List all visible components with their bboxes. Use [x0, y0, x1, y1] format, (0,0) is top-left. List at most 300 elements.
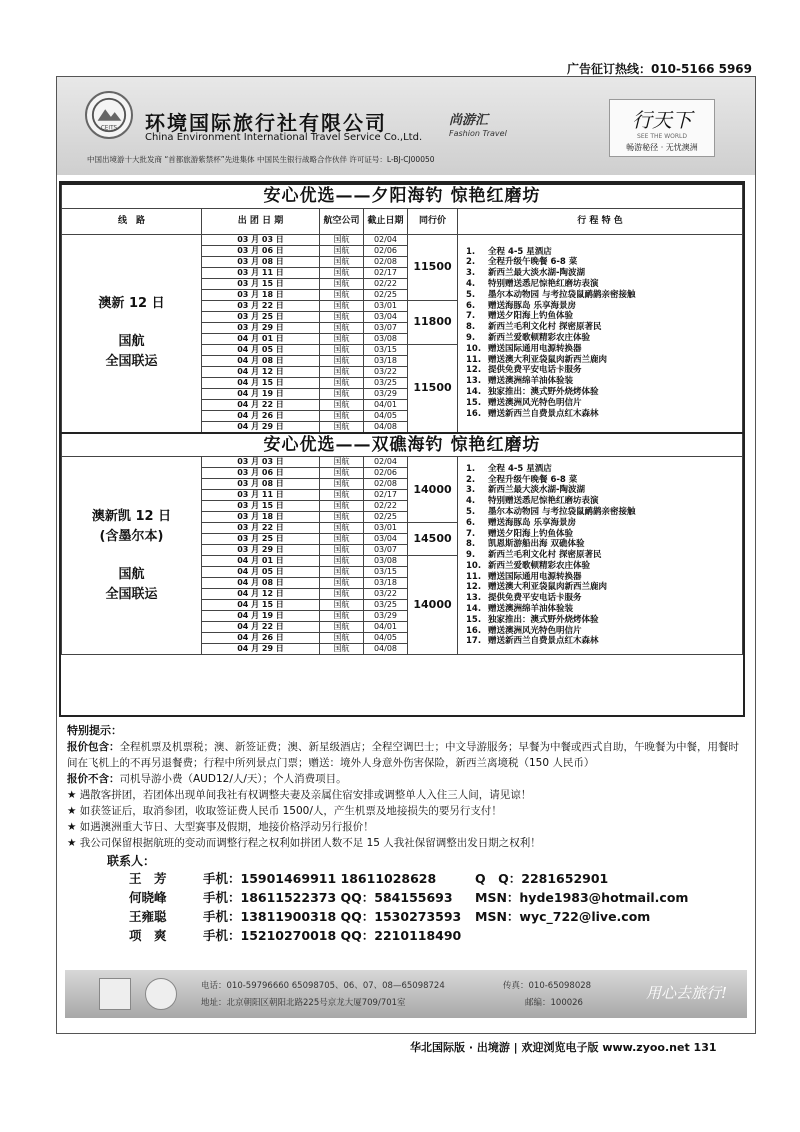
deadline: 03/08 — [364, 333, 408, 344]
section-title-row — [62, 433, 743, 457]
feature-number: 15. — [466, 397, 482, 408]
depart-date: 03 月 06 日 — [202, 245, 320, 256]
feature-item — [466, 475, 736, 486]
section-title: 安心优选——双礁海钓 惊艳红磨坊 — [62, 433, 743, 457]
feature-number: 4. — [466, 496, 476, 507]
deadline: 03/18 — [364, 355, 408, 366]
feature-text: 提供免费平安电话卡服务 — [488, 593, 582, 604]
feature-item — [466, 290, 736, 301]
feature-text: 赠送海豚岛 乐享海景房 — [488, 300, 576, 311]
depart-date: 03 月 03 日 — [202, 234, 320, 245]
airline: 国航 — [320, 256, 364, 267]
feature-item — [466, 561, 736, 572]
note-text: 如遇澳洲重大节日、大型赛事及假期，地接价格浮动另行报价！ — [79, 821, 374, 833]
route-line: (含墨尔本) — [99, 528, 164, 544]
contact-name: 何晓峰 — [129, 890, 167, 905]
header-deadline: 截止日期 — [364, 208, 408, 234]
note-item — [67, 787, 747, 803]
feature-text: 赠送澳大利亚袋鼠肉新西兰鹿肉 — [488, 354, 608, 365]
depart-date: 04 月 01 日 — [202, 556, 320, 567]
airline: 国航 — [320, 567, 364, 578]
feature-text: 赠送澳洲绵羊油体验装 — [488, 604, 574, 615]
deadline: 03/22 — [364, 366, 408, 377]
contact-im: Q Q：2281652901 — [475, 871, 609, 886]
deadline: 02/04 — [364, 457, 408, 468]
feature-number: 8. — [466, 322, 476, 333]
deadline: 04/01 — [364, 622, 408, 633]
tour-table — [61, 183, 743, 655]
feature-number: 16. — [466, 625, 482, 636]
feature-text: 提供免费平安电话卡服务 — [488, 365, 582, 376]
depart-date: 04 月 12 日 — [202, 589, 320, 600]
feature-number: 7. — [466, 528, 476, 539]
ad-hotline: 广告征订热线：010-5166 5969 — [566, 62, 752, 76]
deadline: 03/08 — [364, 556, 408, 567]
notes-section — [67, 723, 747, 945]
exclude-text: 司机导游小费（AUD12/人/天）；个人消费项目。 — [119, 773, 347, 785]
depart-date: 04 月 15 日 — [202, 600, 320, 611]
feature-text: 独家推出：澳式野外烧烤体验 — [488, 386, 599, 397]
route-line: 澳新 12 日 — [98, 296, 165, 311]
price-cell: 11500 — [408, 234, 458, 300]
route-line: 澳新凯 12 日 — [91, 508, 172, 524]
feature-item — [466, 247, 736, 258]
contact-row — [67, 888, 747, 907]
deadline: 02/06 — [364, 468, 408, 479]
deadline: 03/22 — [364, 589, 408, 600]
feature-text: 墨尔本动物园 与考拉袋鼠鸸鹋亲密接触 — [488, 289, 636, 300]
feature-text: 墨尔本动物园 与考拉袋鼠鸸鹋亲密接触 — [488, 506, 636, 517]
feature-item — [466, 311, 736, 322]
airline: 国航 — [320, 589, 364, 600]
features-cell — [458, 234, 743, 433]
deadline: 03/25 — [364, 600, 408, 611]
section-title: 安心优选——夕阳海钓 惊艳红磨坊 — [62, 184, 743, 208]
feature-text: 新西兰毛利文化村 探密原著民 — [488, 550, 602, 561]
contacts-header: 联系人： — [107, 854, 156, 868]
feature-item — [466, 572, 736, 583]
deadline: 04/01 — [364, 399, 408, 410]
deadline: 02/22 — [364, 278, 408, 289]
footer-address: 地址：北京朝阳区朝阳北路225号京龙大厦709/701室 — [201, 998, 406, 1008]
deadline: 03/04 — [364, 534, 408, 545]
deadline: 02/08 — [364, 256, 408, 267]
price-cell: 14000 — [408, 556, 458, 655]
notes-title: 特别提示： — [67, 724, 122, 737]
airline: 国航 — [320, 545, 364, 556]
feature-item — [466, 355, 736, 366]
feature-number: 9. — [466, 550, 476, 561]
feature-number: 12. — [466, 582, 482, 593]
features-cell — [458, 457, 743, 655]
depart-date: 03 月 11 日 — [202, 490, 320, 501]
feature-number: 11. — [466, 571, 482, 582]
depart-date: 04 月 15 日 — [202, 377, 320, 388]
feature-number: 16. — [466, 408, 482, 419]
airline: 国航 — [320, 289, 364, 300]
airline: 国航 — [320, 344, 364, 355]
footer-fax: 传真：010-65098028 — [503, 981, 592, 991]
exclude-label: 报价不含： — [67, 773, 120, 785]
footer-seal-icon — [145, 978, 177, 1010]
features-list — [466, 247, 736, 420]
feature-number: 1. — [466, 246, 476, 257]
depart-date: 03 月 03 日 — [202, 457, 320, 468]
depart-date: 03 月 18 日 — [202, 512, 320, 523]
feature-text: 赠送海豚岛 乐享海景房 — [488, 517, 576, 528]
feature-text: 新西兰最大淡水湖-陶波湖 — [488, 485, 586, 496]
feature-item — [466, 365, 736, 376]
feature-item — [466, 344, 736, 355]
depart-date: 04 月 26 日 — [202, 633, 320, 644]
route-cell — [62, 234, 202, 433]
depart-date: 03 月 22 日 — [202, 300, 320, 311]
airline: 国航 — [320, 479, 364, 490]
depart-date: 04 月 08 日 — [202, 578, 320, 589]
feature-number: 13. — [466, 593, 482, 604]
airline: 国航 — [320, 633, 364, 644]
footer-slogan: 用心去旅行! — [645, 984, 727, 1002]
depart-date: 04 月 05 日 — [202, 567, 320, 578]
deadline: 02/17 — [364, 490, 408, 501]
note-item — [67, 835, 747, 851]
depart-date: 03 月 18 日 — [202, 289, 320, 300]
airline: 国航 — [320, 644, 364, 655]
header-features: 行 程 特 色 — [458, 208, 743, 234]
route-line: 全国联运 — [105, 586, 158, 602]
airline: 国航 — [320, 578, 364, 589]
feature-number: 10. — [466, 560, 482, 571]
deadline: 02/25 — [364, 289, 408, 300]
depart-date: 04 月 19 日 — [202, 611, 320, 622]
airline: 国航 — [320, 278, 364, 289]
feature-item — [466, 507, 736, 518]
deadline: 03/25 — [364, 377, 408, 388]
contact-phone: 手机：13811900318 QQ：1530273593 — [203, 909, 462, 924]
feature-item — [466, 322, 736, 333]
airline: 国航 — [320, 501, 364, 512]
price-include — [67, 739, 747, 771]
feature-number: 3. — [466, 268, 476, 279]
deadline: 04/08 — [364, 644, 408, 655]
star-icon: ★ — [67, 789, 80, 801]
company-logo-icon — [85, 91, 133, 139]
badge-slogan: 畅游秘径 · 无忧澳洲 — [626, 143, 698, 152]
badge-title: 行天下 — [632, 108, 692, 132]
price-exclude — [67, 771, 747, 787]
feature-number: 11. — [466, 354, 482, 365]
feature-text: 特别赠送悉尼惊艳红磨坊表演 — [488, 279, 599, 290]
route-line: 全国联运 — [105, 354, 158, 369]
airline: 国航 — [320, 468, 364, 479]
feature-text: 赠送澳大利亚袋鼠肉新西兰鹿肉 — [488, 582, 608, 593]
table-row — [62, 234, 743, 245]
deadline: 03/07 — [364, 545, 408, 556]
feature-item — [466, 550, 736, 561]
feature-item — [466, 279, 736, 290]
feature-item — [466, 257, 736, 268]
feature-item — [466, 398, 736, 409]
company-name-en: China Environment International Travel Service Co.,Ltd. — [145, 132, 423, 143]
brand-name-cn: 尚游汇 — [449, 113, 489, 128]
price-cell: 11800 — [408, 300, 458, 344]
airline: 国航 — [320, 267, 364, 278]
feature-item — [466, 409, 736, 420]
company-credentials: 中国出境游十大批发商 “首都旅游紫禁杯”先进集体 中国民生银行战略合作伙伴 许可证号：L-BJ-CJ00050 — [87, 155, 435, 164]
contacts — [67, 853, 747, 945]
notes-star-list — [67, 787, 747, 851]
footer-tel: 电话：010-59796660 65098705、06、07、08—65098724 — [201, 981, 445, 991]
feature-text: 全程升级午晚餐 6-8 菜 — [488, 257, 578, 268]
route-line: 国航 — [118, 566, 145, 582]
depart-date: 04 月 22 日 — [202, 622, 320, 633]
feature-number: 2. — [466, 474, 476, 485]
depart-date: 03 月 08 日 — [202, 256, 320, 267]
contact-phone: 手机：18611522373 QQ：584155693 — [203, 890, 453, 905]
airline: 国航 — [320, 355, 364, 366]
deadline: 03/29 — [364, 388, 408, 399]
price-cell: 14500 — [408, 523, 458, 556]
feature-text: 赠送新西兰自费景点红木森林 — [488, 408, 599, 419]
feature-text: 全程 4-5 星酒店 — [488, 463, 552, 474]
feature-text: 赠送国际通用电源转换器 — [488, 571, 582, 582]
depart-date: 03 月 15 日 — [202, 501, 320, 512]
feature-text: 全程升级午晚餐 6-8 菜 — [488, 474, 578, 485]
feature-item — [466, 539, 736, 550]
depart-date: 04 月 01 日 — [202, 333, 320, 344]
ad-frame — [56, 76, 756, 1034]
depart-date: 04 月 26 日 — [202, 410, 320, 421]
feature-number: 5. — [466, 289, 476, 300]
tour-tables — [59, 181, 745, 717]
depart-date: 04 月 19 日 — [202, 388, 320, 399]
feature-text: 赠送澳洲绵羊油体验装 — [488, 376, 574, 387]
airline: 国航 — [320, 322, 364, 333]
airline: 国航 — [320, 622, 364, 633]
header-banner — [57, 77, 755, 175]
feature-text: 赠送夕阳海上钓鱼体验 — [488, 311, 574, 322]
feature-number: 6. — [466, 517, 476, 528]
contact-row — [67, 926, 747, 945]
feature-item — [466, 518, 736, 529]
feature-number: 8. — [466, 539, 476, 550]
airline: 国航 — [320, 457, 364, 468]
feature-text: 新西兰爱歌顿精彩农庄体验 — [488, 333, 591, 343]
table-header-row — [62, 208, 743, 234]
deadline: 03/29 — [364, 611, 408, 622]
feature-item — [466, 387, 736, 398]
feature-number: 4. — [466, 279, 476, 290]
feature-item — [466, 582, 736, 593]
feature-text: 特别赠送悉尼惊艳红磨坊表演 — [488, 496, 599, 507]
airline: 国航 — [320, 421, 364, 433]
contact-im: MSN：wyc_722@live.com — [475, 909, 651, 924]
feature-number: 10. — [466, 343, 482, 354]
star-icon: ★ — [67, 837, 80, 849]
feature-item — [466, 626, 736, 637]
feature-text: 凯恩斯游船出海 双礁体验 — [488, 539, 585, 550]
page-footer-line: 华北国际版 · 出境游 | 欢迎浏览电子版 www.zyoo.net 131 — [410, 1041, 717, 1054]
depart-date: 04 月 22 日 — [202, 399, 320, 410]
feature-item — [466, 604, 736, 615]
feature-text: 赠送新西兰自费景点红木森林 — [488, 636, 599, 647]
header-price: 同行价 — [408, 208, 458, 234]
airline: 国航 — [320, 600, 364, 611]
price-cell: 11500 — [408, 344, 458, 433]
depart-date: 03 月 25 日 — [202, 534, 320, 545]
depart-date: 04 月 08 日 — [202, 355, 320, 366]
depart-date: 03 月 15 日 — [202, 278, 320, 289]
deadline: 02/25 — [364, 512, 408, 523]
note-text: 我公司保留根据航班的变动而调整行程之权利如拼团人数不足 15 人我社保留调整出发日期之权利！ — [79, 837, 541, 849]
airline: 国航 — [320, 333, 364, 344]
feature-number: 13. — [466, 376, 482, 387]
features-list — [466, 464, 736, 648]
deadline: 03/15 — [364, 344, 408, 355]
feature-number: 9. — [466, 333, 476, 343]
depart-date: 04 月 29 日 — [202, 421, 320, 433]
airline: 国航 — [320, 512, 364, 523]
note-item — [67, 819, 747, 835]
note-text: 如获签证后，取消参团，收取签证费人民币 1500/人，产生机票及地接损失的要另行支付！ — [79, 805, 502, 817]
feature-item — [466, 636, 736, 647]
airline: 国航 — [320, 300, 364, 311]
airline: 国航 — [320, 534, 364, 545]
feature-item — [466, 464, 736, 475]
deadline: 03/18 — [364, 578, 408, 589]
note-item — [67, 803, 747, 819]
deadline: 02/04 — [364, 234, 408, 245]
feature-number: 6. — [466, 300, 476, 311]
deadline: 02/17 — [364, 267, 408, 278]
feature-number: 14. — [466, 604, 482, 615]
feature-number: 1. — [466, 463, 476, 474]
contact-im: MSN：hyde1983@hotmail.com — [475, 890, 689, 905]
deadline: 03/01 — [364, 523, 408, 534]
feature-text: 独家推出：澳式野外烧烤体验 — [488, 614, 599, 625]
deadline: 02/08 — [364, 479, 408, 490]
feature-item — [466, 529, 736, 540]
airline: 国航 — [320, 311, 364, 322]
airline: 国航 — [320, 399, 364, 410]
depart-date: 04 月 05 日 — [202, 344, 320, 355]
contact-phone: 手机：15210270018 QQ：2210118490 — [203, 928, 462, 943]
company-name-cn: 环境国际旅行社有限公司 — [145, 111, 387, 135]
contact-name: 王雍聪 — [129, 909, 167, 924]
depart-date: 03 月 08 日 — [202, 479, 320, 490]
feature-text: 赠送夕阳海上钓鱼体验 — [488, 528, 574, 539]
brand-name-en: Fashion Travel — [449, 129, 507, 138]
depart-date: 03 月 25 日 — [202, 311, 320, 322]
feature-number: 14. — [466, 386, 482, 397]
table-row — [62, 457, 743, 468]
deadline: 04/05 — [364, 410, 408, 421]
airline: 国航 — [320, 523, 364, 534]
price-cell: 14000 — [408, 457, 458, 523]
footer-logo-icon — [99, 978, 131, 1010]
airline: 国航 — [320, 490, 364, 501]
feature-text: 新西兰最大淡水湖-陶波湖 — [488, 268, 586, 279]
deadline: 04/05 — [364, 633, 408, 644]
feature-text: 新西兰爱歌顿精彩农庄体验 — [488, 560, 591, 571]
route-cell — [62, 457, 202, 655]
contact-row — [67, 907, 747, 926]
depart-date: 03 月 22 日 — [202, 523, 320, 534]
svg-text:CEITS: CEITS — [100, 125, 118, 132]
route-line: 国航 — [118, 334, 145, 349]
feature-number: 2. — [466, 257, 476, 268]
depart-date: 04 月 12 日 — [202, 366, 320, 377]
depart-date: 03 月 11 日 — [202, 267, 320, 278]
feature-text: 新西兰毛利文化村 探密原著民 — [488, 322, 602, 333]
deadline: 03/01 — [364, 300, 408, 311]
header-airline: 航空公司 — [320, 208, 364, 234]
deadline: 03/07 — [364, 322, 408, 333]
feature-text: 赠送澳洲风光特色明信片 — [488, 397, 582, 408]
deadline: 03/15 — [364, 567, 408, 578]
airline: 国航 — [320, 377, 364, 388]
feature-number: 15. — [466, 614, 482, 625]
depart-date: 03 月 29 日 — [202, 322, 320, 333]
feature-item — [466, 593, 736, 604]
note-text: 遇散客拼团，若团体出现单间我社有权调整夫妻及亲属住宿安排或调整单人入住三人间，请见谅！ — [79, 789, 532, 801]
airline: 国航 — [320, 366, 364, 377]
feature-item — [466, 268, 736, 279]
include-label: 报价包含： — [67, 741, 120, 753]
deadline: 02/22 — [364, 501, 408, 512]
deadline: 03/04 — [364, 311, 408, 322]
header-route: 线 路 — [62, 208, 202, 234]
feature-item — [466, 485, 736, 496]
contact-name: 项 爽 — [129, 928, 167, 943]
feature-text: 全程 4-5 星酒店 — [488, 246, 552, 257]
feature-text: 赠送澳洲风光特色明信片 — [488, 625, 582, 636]
section-title-row — [62, 184, 743, 208]
depart-date: 03 月 29 日 — [202, 545, 320, 556]
feature-item — [466, 496, 736, 507]
contact-row — [67, 869, 747, 888]
badge-en: SEE THE WORLD — [637, 133, 687, 140]
header-date: 出 团 日 期 — [202, 208, 320, 234]
feature-number: 12. — [466, 365, 482, 376]
see-the-world-badge — [609, 99, 715, 157]
footer-zip: 邮编：100026 — [525, 998, 583, 1008]
feature-text: 赠送国际通用电源转换器 — [488, 343, 582, 354]
feature-number: 3. — [466, 485, 476, 496]
feature-item — [466, 615, 736, 626]
footer-bar — [65, 970, 747, 1018]
airline: 国航 — [320, 556, 364, 567]
airline: 国航 — [320, 234, 364, 245]
contact-name: 王 芳 — [129, 871, 167, 886]
airline: 国航 — [320, 388, 364, 399]
feature-item — [466, 376, 736, 387]
feature-number: 5. — [466, 506, 476, 517]
feature-number: 17. — [466, 636, 482, 647]
depart-date: 04 月 29 日 — [202, 644, 320, 655]
star-icon: ★ — [67, 821, 80, 833]
feature-item — [466, 333, 736, 344]
contact-phone: 手机：15901469911 18611028628 — [203, 871, 437, 886]
star-icon: ★ — [67, 805, 80, 817]
airline: 国航 — [320, 245, 364, 256]
include-text: 全程机票及机票税；澳、新签证费；澳、新星级酒店；全程空调巴士；中文导游服务；早餐为中餐或西式自助，午晚餐为中餐，用餐时间在飞机上的不再另退餐费；行程中所列景点门票；赠送：境外人身意外伤害保险，新西兰离境税（150 人民币） — [67, 741, 739, 769]
depart-date: 03 月 06 日 — [202, 468, 320, 479]
feature-item — [466, 301, 736, 312]
feature-number: 7. — [466, 311, 476, 322]
deadline: 04/08 — [364, 421, 408, 433]
deadline: 02/06 — [364, 245, 408, 256]
